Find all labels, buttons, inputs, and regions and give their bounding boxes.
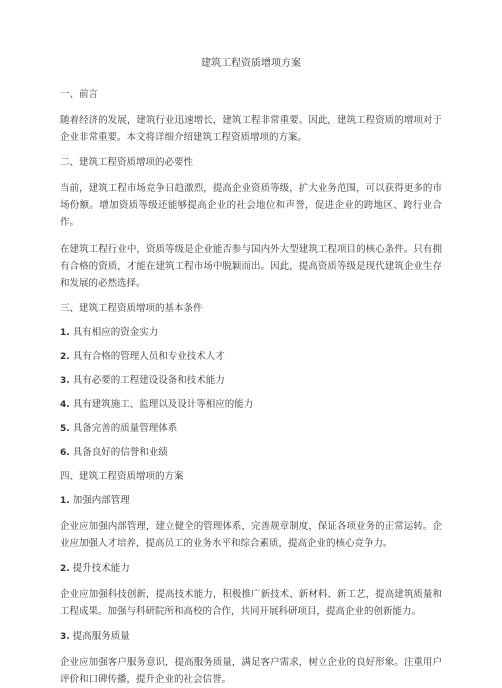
item-text: 具有建筑施工、监理以及设计等相应的能力: [72, 399, 254, 410]
condition-item-2: [60, 350, 442, 364]
item-text: 具备良好的信誉和业绩: [72, 447, 168, 458]
section-heading-2: 二、建筑工程资质增项的必要性: [60, 157, 194, 168]
plan-subheading-3: [60, 630, 442, 644]
subheading-text: 提高服务质量: [72, 631, 130, 642]
plan-paragraph-1: 企业应加强内部管理，建立健全的管理体系，完善规章制度，保证各项业务的正常运转。企业应加强人才培养，提高员工的业务水平和综合素质，提高企业的核心竞争力。: [60, 521, 442, 549]
plan-subheading-1: [60, 494, 442, 508]
condition-item-4: [60, 398, 442, 412]
plan-subheading-2: [60, 562, 442, 576]
condition-item-1: [60, 326, 442, 340]
item-number: 3.: [60, 376, 70, 386]
item-number: 5.: [60, 424, 70, 434]
plan-paragraph-3: 企业应加强客户服务意识，提高服务质量，满足客户需求，树立企业的良好形象。注重用户评价和口碑传播，提升企业的社会信誉。: [60, 657, 442, 685]
section-2-paragraph-2: 在建筑工程行业中，资质等级是企业能否参与国内外大型建筑工程项目的核心条件。只有拥有合格的资质，才能在建筑工程市场中脱颖而出。因此，提高资质等级是现代建筑企业生存和发展的必然选择。: [60, 244, 442, 289]
subheading-text: 加强内部管理: [72, 495, 130, 506]
item-number: 6.: [60, 448, 70, 458]
item-text: 具备完善的质量管理体系: [72, 423, 178, 434]
item-text: 具有相应的资金实力: [72, 327, 159, 338]
item-text: 具有必要的工程建设设备和技术能力: [72, 375, 225, 386]
subheading-text: 提升技术能力: [72, 563, 130, 574]
section-heading-4: 四、建筑工程资质增项的方案: [60, 471, 184, 482]
condition-item-3: [60, 374, 442, 388]
condition-item-6: [60, 446, 442, 460]
item-number: 1.: [60, 328, 70, 338]
item-number: 2.: [60, 564, 70, 574]
plan-paragraph-2: 企业应加强科技创新，提高技术能力，积极推广新技术、新材料、新工艺，提高建筑质量和工程成果。加强与科研院所和高校的合作，共同开展科研项目，提高企业的创新能力。: [60, 589, 442, 617]
item-number: 2.: [60, 352, 70, 362]
section-2-paragraph-1: 当前，建筑工程市场竞争日趋激烈，提高企业资质等级，扩大业务范围，可以获得更多的市场份额。增加资质等级还能够提高企业的社会地位和声誉，促进企业的跨地区、跨行业合作。: [60, 183, 442, 228]
item-number: 4.: [60, 400, 70, 410]
item-number: 1.: [60, 496, 70, 506]
condition-item-5: [60, 422, 442, 436]
section-heading-1: 一、前言: [60, 89, 99, 100]
section-1-paragraph: 随着经济的发展，建筑行业迅速增长，建筑工程非常重要。因此，建筑工程资质的增项对于企业非常重要。本文将详细介绍建筑工程资质增项的方案。: [60, 115, 442, 143]
section-heading-3: 三、建筑工程资质增项的基本条件: [60, 303, 203, 314]
item-text: 具有合格的管理人员和专业技术人才: [72, 351, 225, 362]
item-number: 3.: [60, 632, 70, 642]
document-title: 建筑工程资质增项方案: [201, 58, 301, 69]
